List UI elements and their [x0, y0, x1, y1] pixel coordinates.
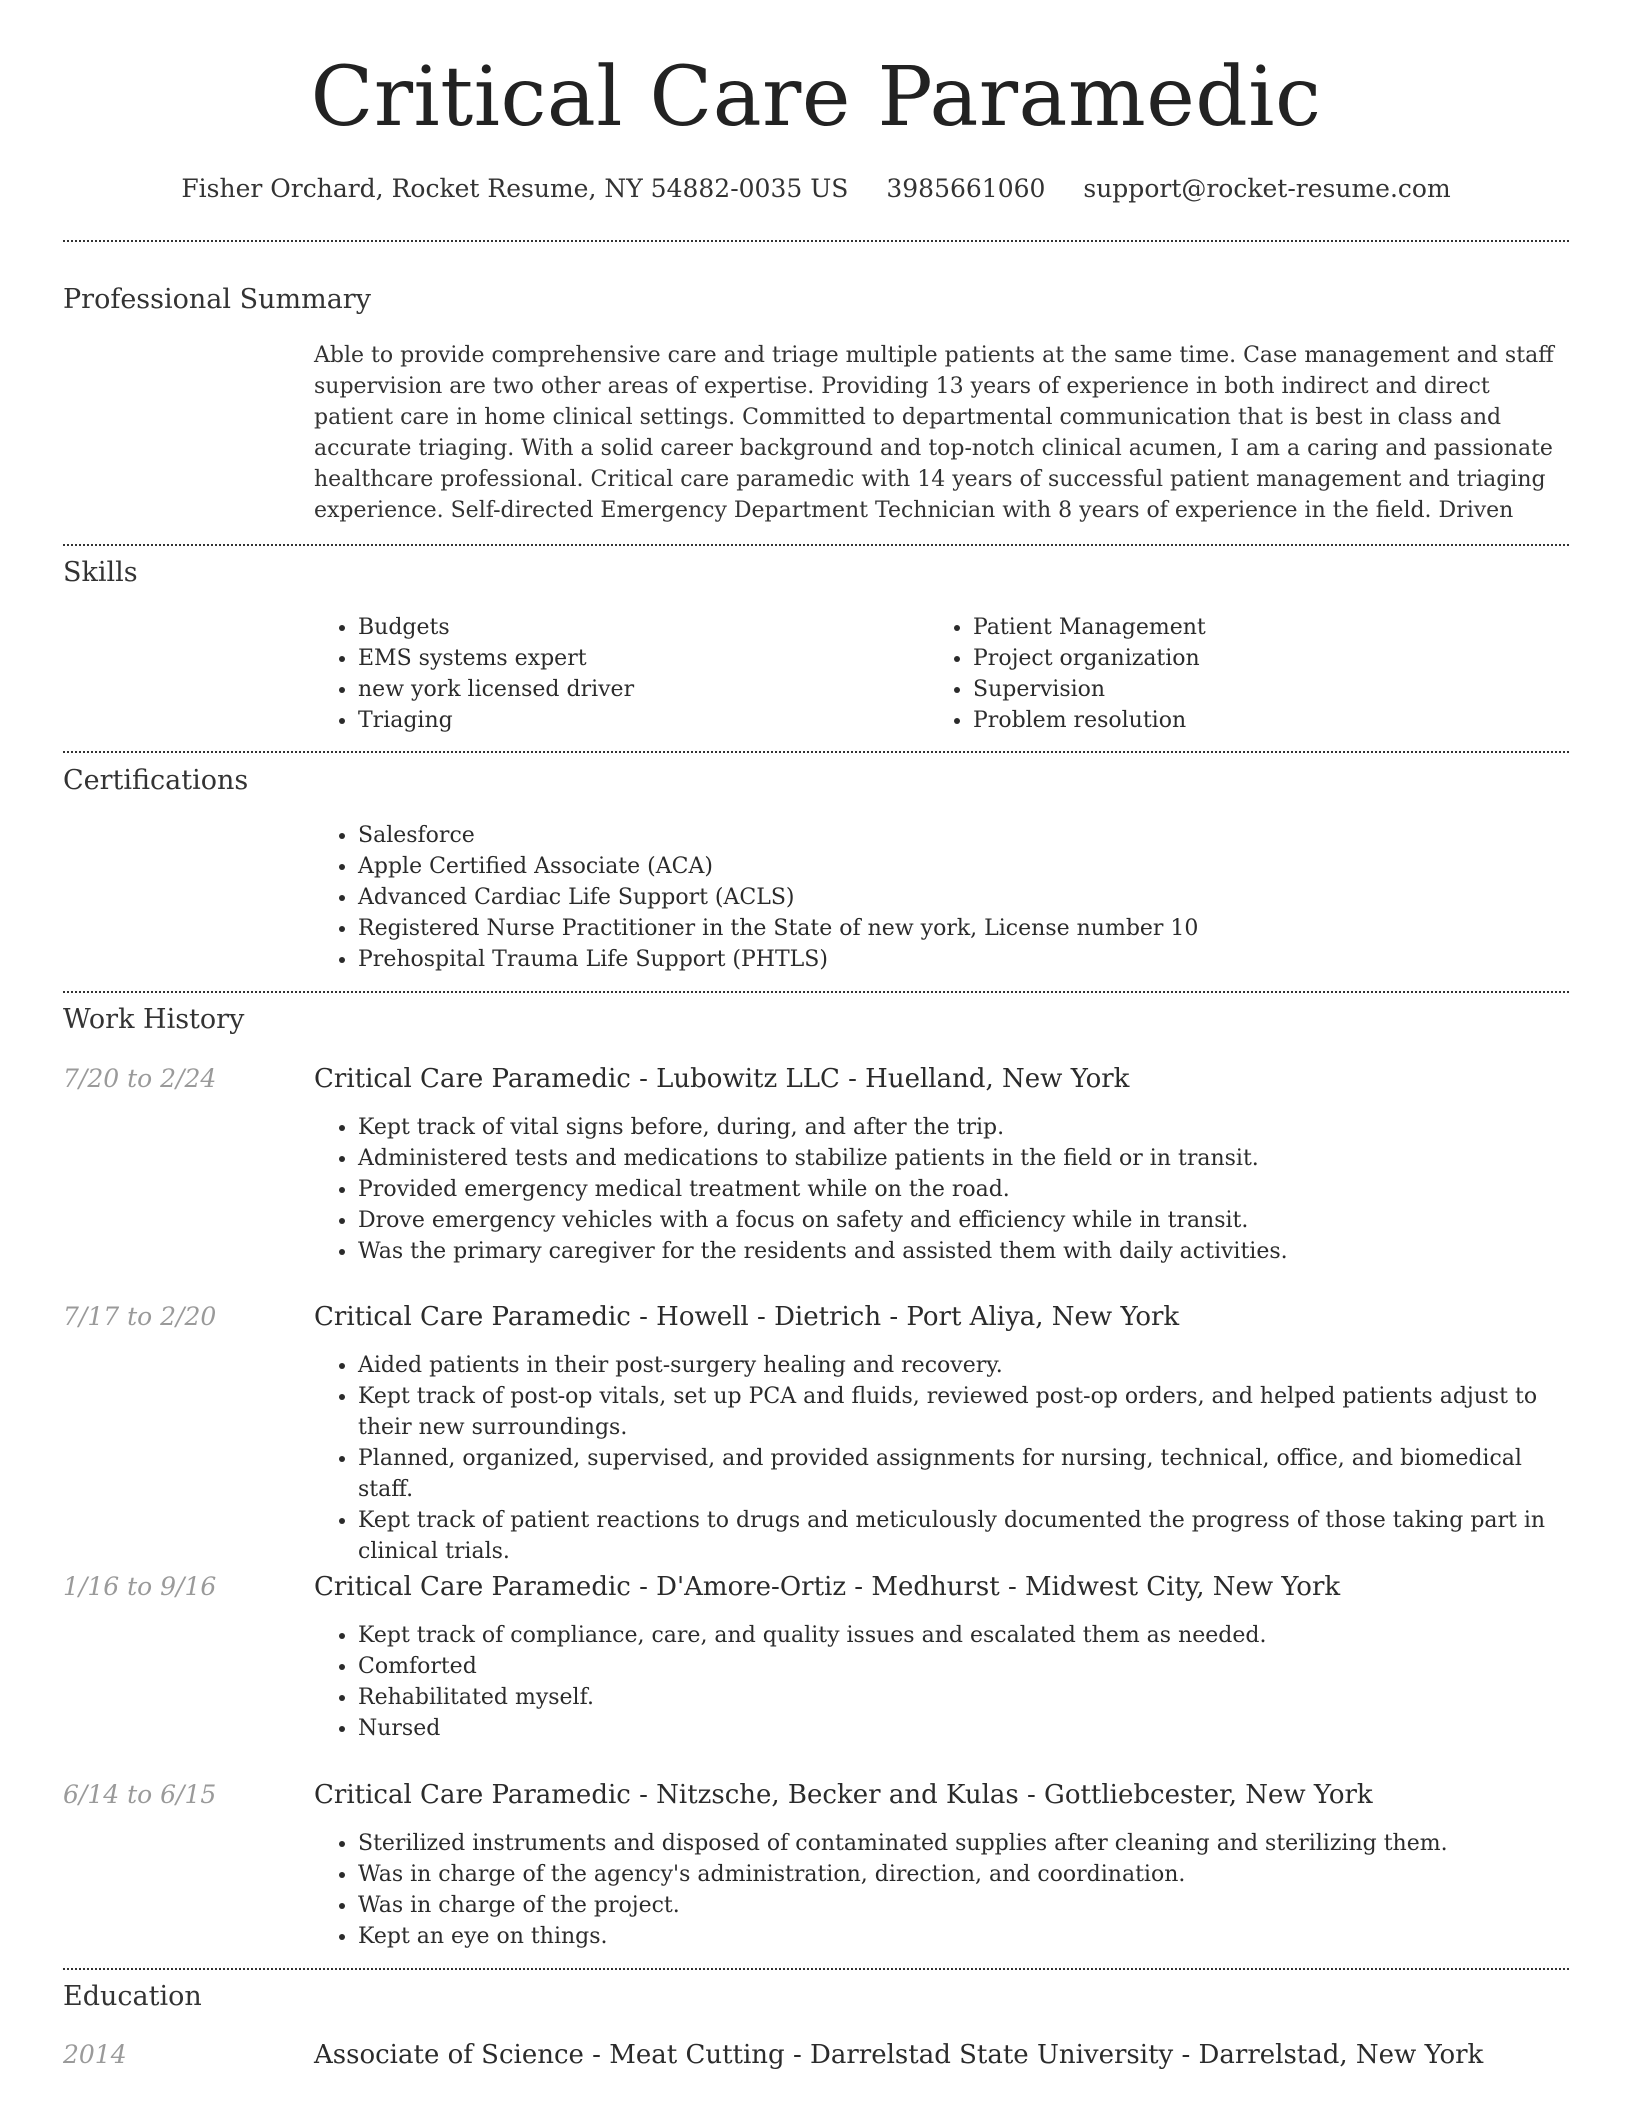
- job-title: Critical Care Paramedic - Lubowitz LLC - Huelland, New York: [314, 1064, 1130, 1094]
- job-bullet: • Kept track of post-op vitals, set up PCA and fluids, reviewed post-op orders, and helped patients adjust to their new surroundings.: [358, 1381, 1564, 1443]
- job-bullets: [314, 1828, 1564, 1952]
- divider: [63, 751, 1569, 753]
- job-bullets: [314, 1350, 1564, 1567]
- job-dates: 7/17 to 2/20: [63, 1302, 217, 1331]
- job-bullet: • Was in charge of the project.: [358, 1890, 1564, 1921]
- job-bullet: • Nursed: [358, 1713, 1564, 1744]
- skill-item: • Patient Management: [973, 612, 1529, 643]
- skill-item: • EMS systems expert: [358, 643, 914, 674]
- job-title: Critical Care Paramedic - Howell - Dietrich - Port Aliya, New York: [314, 1302, 1180, 1332]
- contact-line: [0, 170, 1632, 208]
- job-bullet: • Kept track of compliance, care, and quality issues and escalated them as needed.: [358, 1620, 1564, 1651]
- job-bullet: • Comforted: [358, 1651, 1564, 1682]
- certification-item: • Registered Nurse Practitioner in the State of new york, License number 10: [358, 913, 1564, 944]
- skill-item: • Supervision: [973, 674, 1529, 705]
- summary-text: Able to provide comprehensive care and triage multiple patients at the same time. Case management and staff supervision are two other areas of expertise. Providing 13 years of experience in both indirect and direct patient care in home clinical settings. Committed to departmental communication that is best in class and accurate triaging. With a solid career background and top-notch clinical acumen, I am a caring and passionate healthcare professional. Critical care paramedic with 14 years of successful patient management and triaging experience. Self-directed Emergency Department Technician with 8 years of experience in the field. Driven: [314, 343, 1554, 523]
- divider: [63, 544, 1569, 546]
- job-bullet: • Drove emergency vehicles with a focus on safety and efficiency while in transit.: [358, 1205, 1564, 1236]
- job-bullet: • Kept track of patient reactions to drugs and meticulously documented the progress of those taking part in clinical trials.: [358, 1505, 1564, 1567]
- job-bullet: • Rehabilitated myself.: [358, 1682, 1564, 1713]
- education-heading: Education: [63, 1981, 202, 2012]
- job-title: Critical Care Paramedic - D'Amore-Ortiz - Medhurst - Midwest City, New York: [314, 1572, 1341, 1602]
- job-bullet: • Kept track of vital signs before, during, and after the trip.: [358, 1112, 1564, 1143]
- job-bullet: • Sterilized instruments and disposed of contaminated supplies after cleaning and sterilizing them.: [358, 1828, 1564, 1859]
- job-bullet: • Administered tests and medications to stabilize patients in the field or in transit.: [358, 1143, 1564, 1174]
- job-bullets: [314, 1112, 1564, 1267]
- certification-item: • Advanced Cardiac Life Support (ACLS): [358, 882, 1564, 913]
- job-dates: 6/14 to 6/15: [63, 1780, 217, 1809]
- job-bullet: • Aided patients in their post-surgery healing and recovery.: [358, 1350, 1564, 1381]
- education-title: Associate of Science - Meat Cutting - Darrelstad State University - Darrelstad, New York: [314, 2040, 1484, 2070]
- skill-item: • Problem resolution: [973, 705, 1529, 736]
- job-dates: 7/20 to 2/24: [63, 1064, 217, 1093]
- divider: [63, 991, 1569, 993]
- certification-item: • Salesforce: [358, 820, 1564, 851]
- job-bullet: • Kept an eye on things.: [358, 1921, 1564, 1952]
- certification-item: • Prehospital Trauma Life Support (PHTLS): [358, 944, 1564, 975]
- certification-item: • Apple Certified Associate (ACA): [358, 851, 1564, 882]
- resume-title: Critical Care Paramedic: [310, 50, 1322, 145]
- skill-item: • new york licensed driver: [358, 674, 914, 705]
- summary-heading: Professional Summary: [63, 284, 371, 315]
- job-title: Critical Care Paramedic - Nitzsche, Becker and Kulas - Gottliebcester, New York: [314, 1780, 1373, 1810]
- divider: [63, 1968, 1569, 1970]
- education-date: 2014: [63, 2040, 127, 2069]
- contact-phone: 3985661060: [886, 174, 1046, 203]
- skills-heading: Skills: [63, 557, 138, 588]
- work-history-heading: Work History: [63, 1004, 245, 1035]
- skills-column-right: [929, 612, 1529, 736]
- job-bullet: • Planned, organized, supervised, and provided assignments for nursing, technical, office, and biomedical staff.: [358, 1443, 1564, 1505]
- skill-item: • Budgets: [358, 612, 914, 643]
- divider: [63, 240, 1569, 242]
- job-dates: 1/16 to 9/16: [63, 1572, 217, 1601]
- contact-address: Fisher Orchard, Rocket Resume, NY 54882-0035 US: [181, 174, 849, 203]
- skill-item: • Project organization: [973, 643, 1529, 674]
- contact-email[interactable]: support@rocket-resume.com: [1083, 174, 1451, 203]
- certifications-heading: Certifications: [63, 765, 249, 796]
- skill-item: • Triaging: [358, 705, 914, 736]
- skills-column-left: [314, 612, 914, 736]
- job-bullets: [314, 1620, 1564, 1744]
- job-bullet: • Was in charge of the agency's administration, direction, and coordination.: [358, 1859, 1564, 1890]
- certifications-list: [314, 820, 1564, 975]
- job-bullet: • Was the primary caregiver for the residents and assisted them with daily activities.: [358, 1236, 1564, 1267]
- job-bullet: • Provided emergency medical treatment while on the road.: [358, 1174, 1564, 1205]
